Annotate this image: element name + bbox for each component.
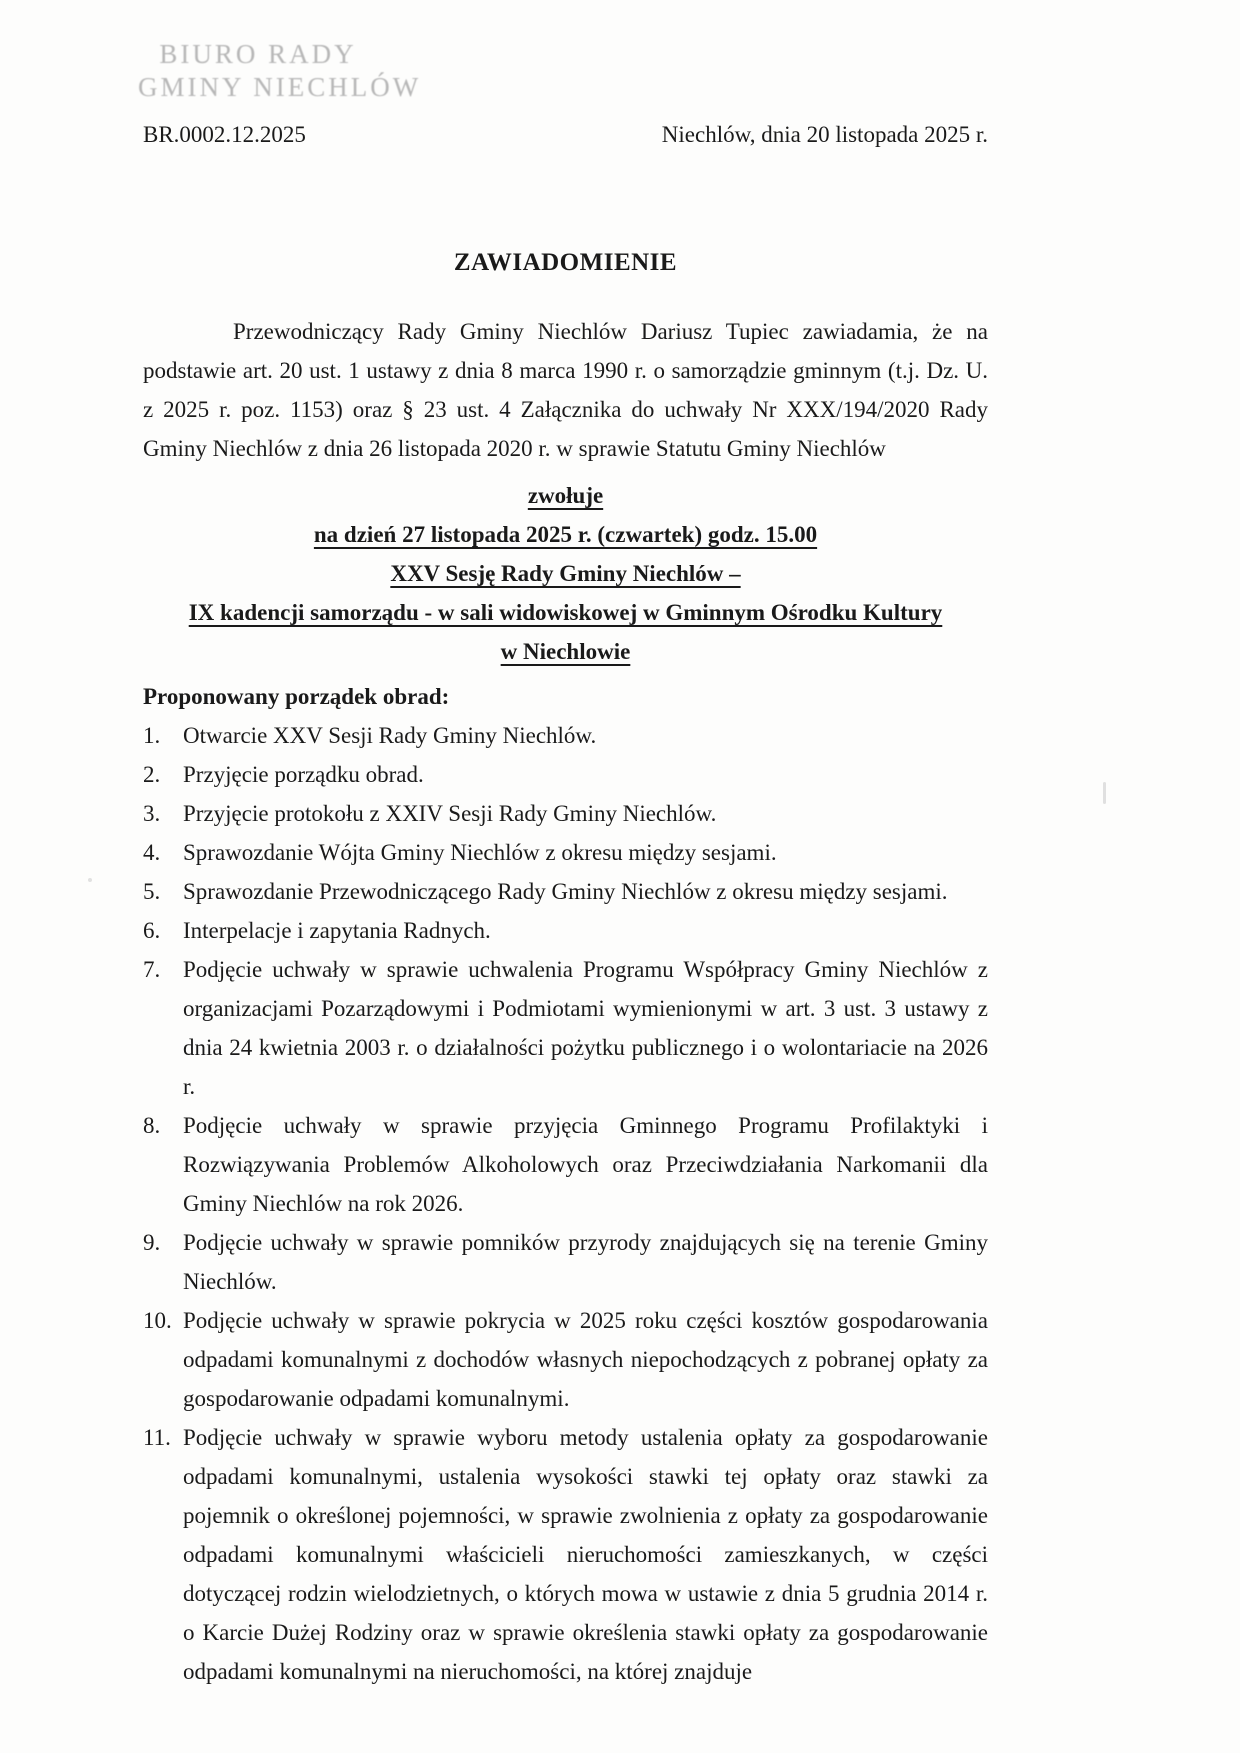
- agenda-item-text: Podjęcie uchwały w sprawie pomników przyrody znajdujących się na terenie Gminy Niechlów.: [183, 1230, 988, 1294]
- agenda-item-number: 3.: [143, 801, 161, 826]
- agenda-item-text: Przyjęcie protokołu z XXIV Sesji Rady Gminy Niechlów.: [183, 801, 717, 826]
- agenda-item-text: Podjęcie uchwały w sprawie wyboru metody ustalenia opłaty za gospodarowanie odpadami komunalnymi, ustalenia wysokości stawki tej opłaty oraz stawki za pojemnik o określonej pojemności, w sprawie zwolnienia z opłaty za gospodarowanie odpadami komunalnymi właścicieli nieruchomości zamieszkanych, w części dotyczącej rodzin wielodzietnych, o których mowa w ustawie z dnia 5 grudnia 2014 r. o Karcie Dużej Rodziny oraz w sprawie określenia stawki opłaty za gospodarowanie odpadami komunalnymi na nieruchomości, na której znajduje: [183, 1425, 988, 1684]
- agenda-list: [143, 716, 988, 1691]
- agenda-item: [143, 1301, 988, 1418]
- agenda-item-number: 11.: [143, 1425, 171, 1450]
- agenda-item: [143, 755, 988, 794]
- agenda-heading: Proponowany porządek obrad:: [143, 684, 450, 709]
- agenda-item-number: 7.: [143, 957, 161, 982]
- convocation-location-line2: w Niechlowie: [500, 639, 631, 664]
- scan-artifact: [1103, 782, 1106, 804]
- agenda-item-text: Otwarcie XXV Sesji Rady Gminy Niechlów.: [183, 723, 597, 748]
- agenda-item: [143, 794, 988, 833]
- agenda-item: [143, 950, 988, 1106]
- agenda-item-number: 2.: [143, 762, 161, 787]
- agenda-item: [143, 833, 988, 872]
- agenda-item: [143, 1418, 988, 1691]
- agenda-item-text: Podjęcie uchwały w sprawie pokrycia w 2025 roku części kosztów gospodarowania odpadami komunalnymi z dochodów własnych niepochodzących z pobranej opłaty za gospodarowanie odpadami komunalnymi.: [183, 1308, 988, 1411]
- office-stamp: [138, 38, 422, 104]
- agenda-item: [143, 1223, 988, 1301]
- agenda-item-number: 5.: [143, 879, 161, 904]
- agenda-item-text: Przyjęcie porządku obrad.: [183, 762, 424, 787]
- reference-number: BR.0002.12.2025: [143, 122, 306, 147]
- office-stamp-line1: BIURO RADY: [159, 39, 357, 69]
- convocation-session: XXV Sesję Rady Gminy Niechlów –: [390, 561, 741, 586]
- agenda-item-number: 1.: [143, 723, 161, 748]
- agenda-item-number: 10.: [143, 1308, 172, 1333]
- reference-row: [143, 122, 988, 148]
- place-and-date: Niechlów, dnia 20 listopada 2025 r.: [661, 122, 988, 147]
- agenda-item-number: 4.: [143, 840, 161, 865]
- scan-artifact: [88, 878, 92, 882]
- agenda-item: [143, 1106, 988, 1223]
- agenda-item: [143, 872, 988, 911]
- agenda-item-number: 6.: [143, 918, 161, 943]
- agenda-item-text: Sprawozdanie Przewodniczącego Rady Gminy Niechlów z okresu między sesjami.: [183, 879, 948, 904]
- agenda-item: [143, 911, 988, 950]
- agenda-item-text: Sprawozdanie Wójta Gminy Niechlów z okresu między sesjami.: [183, 840, 777, 865]
- agenda-item-text: Podjęcie uchwały w sprawie przyjęcia Gminnego Programu Profilaktyki i Rozwiązywania Problemów Alkoholowych oraz Przeciwdziałania Narkomanii dla Gminy Niechlów na rok 2026.: [183, 1113, 988, 1216]
- convocation-verb: zwołuje: [527, 483, 604, 508]
- document-title: ZAWIADOMIENIE: [453, 249, 678, 276]
- convocation-term-location: IX kadencji samorządu - w sali widowiskowej w Gminnym Ośrodku Kultury: [188, 600, 943, 625]
- intro-paragraph: Przewodniczący Rady Gminy Niechlów Dariusz Tupiec zawiadamia, że na podstawie art. 20 ust. 1 ustawy z dnia 8 marca 1990 r. o samorządzie gminnym (t.j. Dz. U. z 2025 r. poz. 1153) oraz § 23 ust. 4 Załącznika do uchwały Nr XXX/194/2020 Rady Gminy Niechlów z dnia 26 listopada 2020 r. w sprawie Statutu Gminy Niechlów: [143, 319, 988, 461]
- agenda-item-text: Interpelacje i zapytania Radnych.: [183, 918, 491, 943]
- agenda-item: [143, 716, 988, 755]
- office-stamp-line2: GMINY NIECHLÓW: [138, 72, 422, 102]
- convocation-block: [143, 476, 988, 671]
- agenda-item-number: 9.: [143, 1230, 161, 1255]
- convocation-date-time: na dzień 27 listopada 2025 r. (czwartek) godz. 15.00: [313, 522, 818, 547]
- agenda-item-text: Podjęcie uchwały w sprawie uchwalenia Programu Współpracy Gminy Niechlów z organizacjami Pozarządowymi i Podmiotami wymienionymi w art. 3 ust. 3 ustawy z dnia 24 kwietnia 2003 r. o działalności pożytku publicznego i o wolontariacie na 2026 r.: [183, 957, 988, 1099]
- agenda-item-number: 8.: [143, 1113, 161, 1138]
- document-body: [143, 248, 988, 1691]
